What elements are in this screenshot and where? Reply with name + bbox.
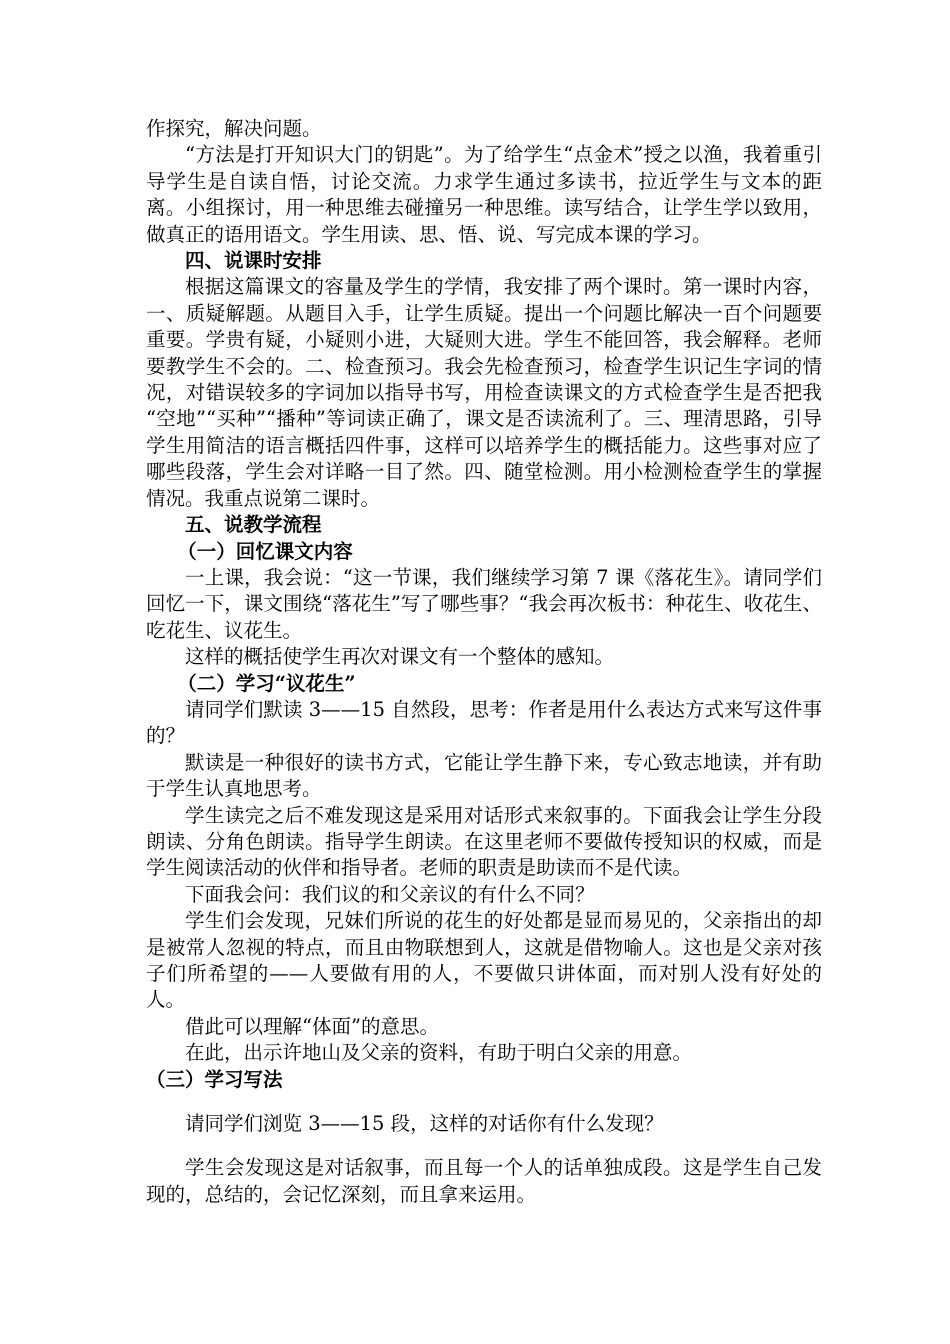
paragraph: 这样的概括使学生再次对课文有一个整体的感知。 xyxy=(185,645,615,669)
paragraph: 借此可以理解“体面”的意思。 xyxy=(185,1014,439,1038)
section-heading-5: 五、说教学流程 xyxy=(185,513,322,537)
paragraph: 学生们会发现，兄妹们所说的花生的好处都是显而易见的，父亲指出的却是被常人忽视的特点，而且由物联想到人，这就是借物喻人。这也是父亲对孩子们所希望的——人要做有用的人，不要做只讲体面，而对别人没有好处的人。 xyxy=(146,909,822,1012)
paragraph: 一上课，我会说：“这一节课，我们继续学习第 7 课《落花生》。请同学们回忆一下，课文围绕“落花生”写了哪些事？“我会再次板书：种花生、收花生、吃花生、议花生。 xyxy=(146,565,822,642)
paragraph: 学生读完之后不难发现这是采用对话形式来叙事的。下面我会让学生分段朗读、分角色朗读。指导学生朗读。在这里老师不要做传授知识的权威，而是学生阅读活动的伙伴和指导者。老师的职责是助读而不是代读。 xyxy=(146,803,822,880)
paragraph: “方法是打开知识大门的钥匙”。为了给学生“点金术”授之以渔，我着重引导学生是自读自悟，讨论交流。力求学生通过多读书，拉近学生与文本的距离。小组探讨，用一种思维去碰撞另一种思维。读写结合，让学生学以致用，做真正的语用语文。学生用读、思、悟、说、写完成本课的学习。 xyxy=(146,143,822,246)
subsection-heading-3: （三）学习写法 xyxy=(146,1067,283,1091)
subsection-heading-2: （二）学习“议花生” xyxy=(177,671,356,695)
paragraph: 根据这篇课文的容量及学生的学情，我安排了两个课时。第一课时内容，一、质疑解题。从题目入手，让学生质疑。提出一个问题比解决一百个问题要重要。学贵有疑，小疑则小进，大疑则大进。学生不能回答，我会解释。老师要教学生不会的。二、检查预习。我会先检查预习，检查学生识记生字词的情况，对错误较多的字词加以指导书写，用检查读课文的方式检查学生是否把我 “空地”“买种”“播种”等词读正确了，课文是否读流利了。三、理清思路，引导学生用简洁的语言概括四件事，这样可以培养学生的概括能力。这些事对应了哪些段落，学生会对详略一目了然。四、随堂检测。用小检测检查学生的掌握情况。我重点说第二课时。 xyxy=(146,275,822,510)
paragraph: 默读是一种很好的读书方式，它能让学生静下来，专心致志地读，并有助于学生认真地思考。 xyxy=(146,750,822,801)
paragraph: 请同学们浏览 3——15 段，这样的对话你有什么发现？ xyxy=(185,1112,664,1136)
paragraph: 在此，出示许地山及父亲的资料，有助于明白父亲的用意。 xyxy=(185,1041,693,1065)
paragraph: 学生会发现这是对话叙事，而且每一个人的话单独成段。这是学生自己发现的，总结的，会记忆深刻，而且拿来运用。 xyxy=(146,1156,822,1206)
section-heading-4: 四、说课时安排 xyxy=(185,249,322,273)
paragraph: 请同学们默读 3——15 自然段，思考：作者是用什么表达方式来写这件事的？ xyxy=(146,697,822,748)
paragraph: 下面我会问：我们议的和父亲议的有什么不同？ xyxy=(185,882,595,906)
subsection-heading-1: （一）回忆课文内容 xyxy=(177,539,353,563)
document-page xyxy=(146,116,822,1208)
paragraph: 作探究，解决问题。 xyxy=(146,117,322,140)
